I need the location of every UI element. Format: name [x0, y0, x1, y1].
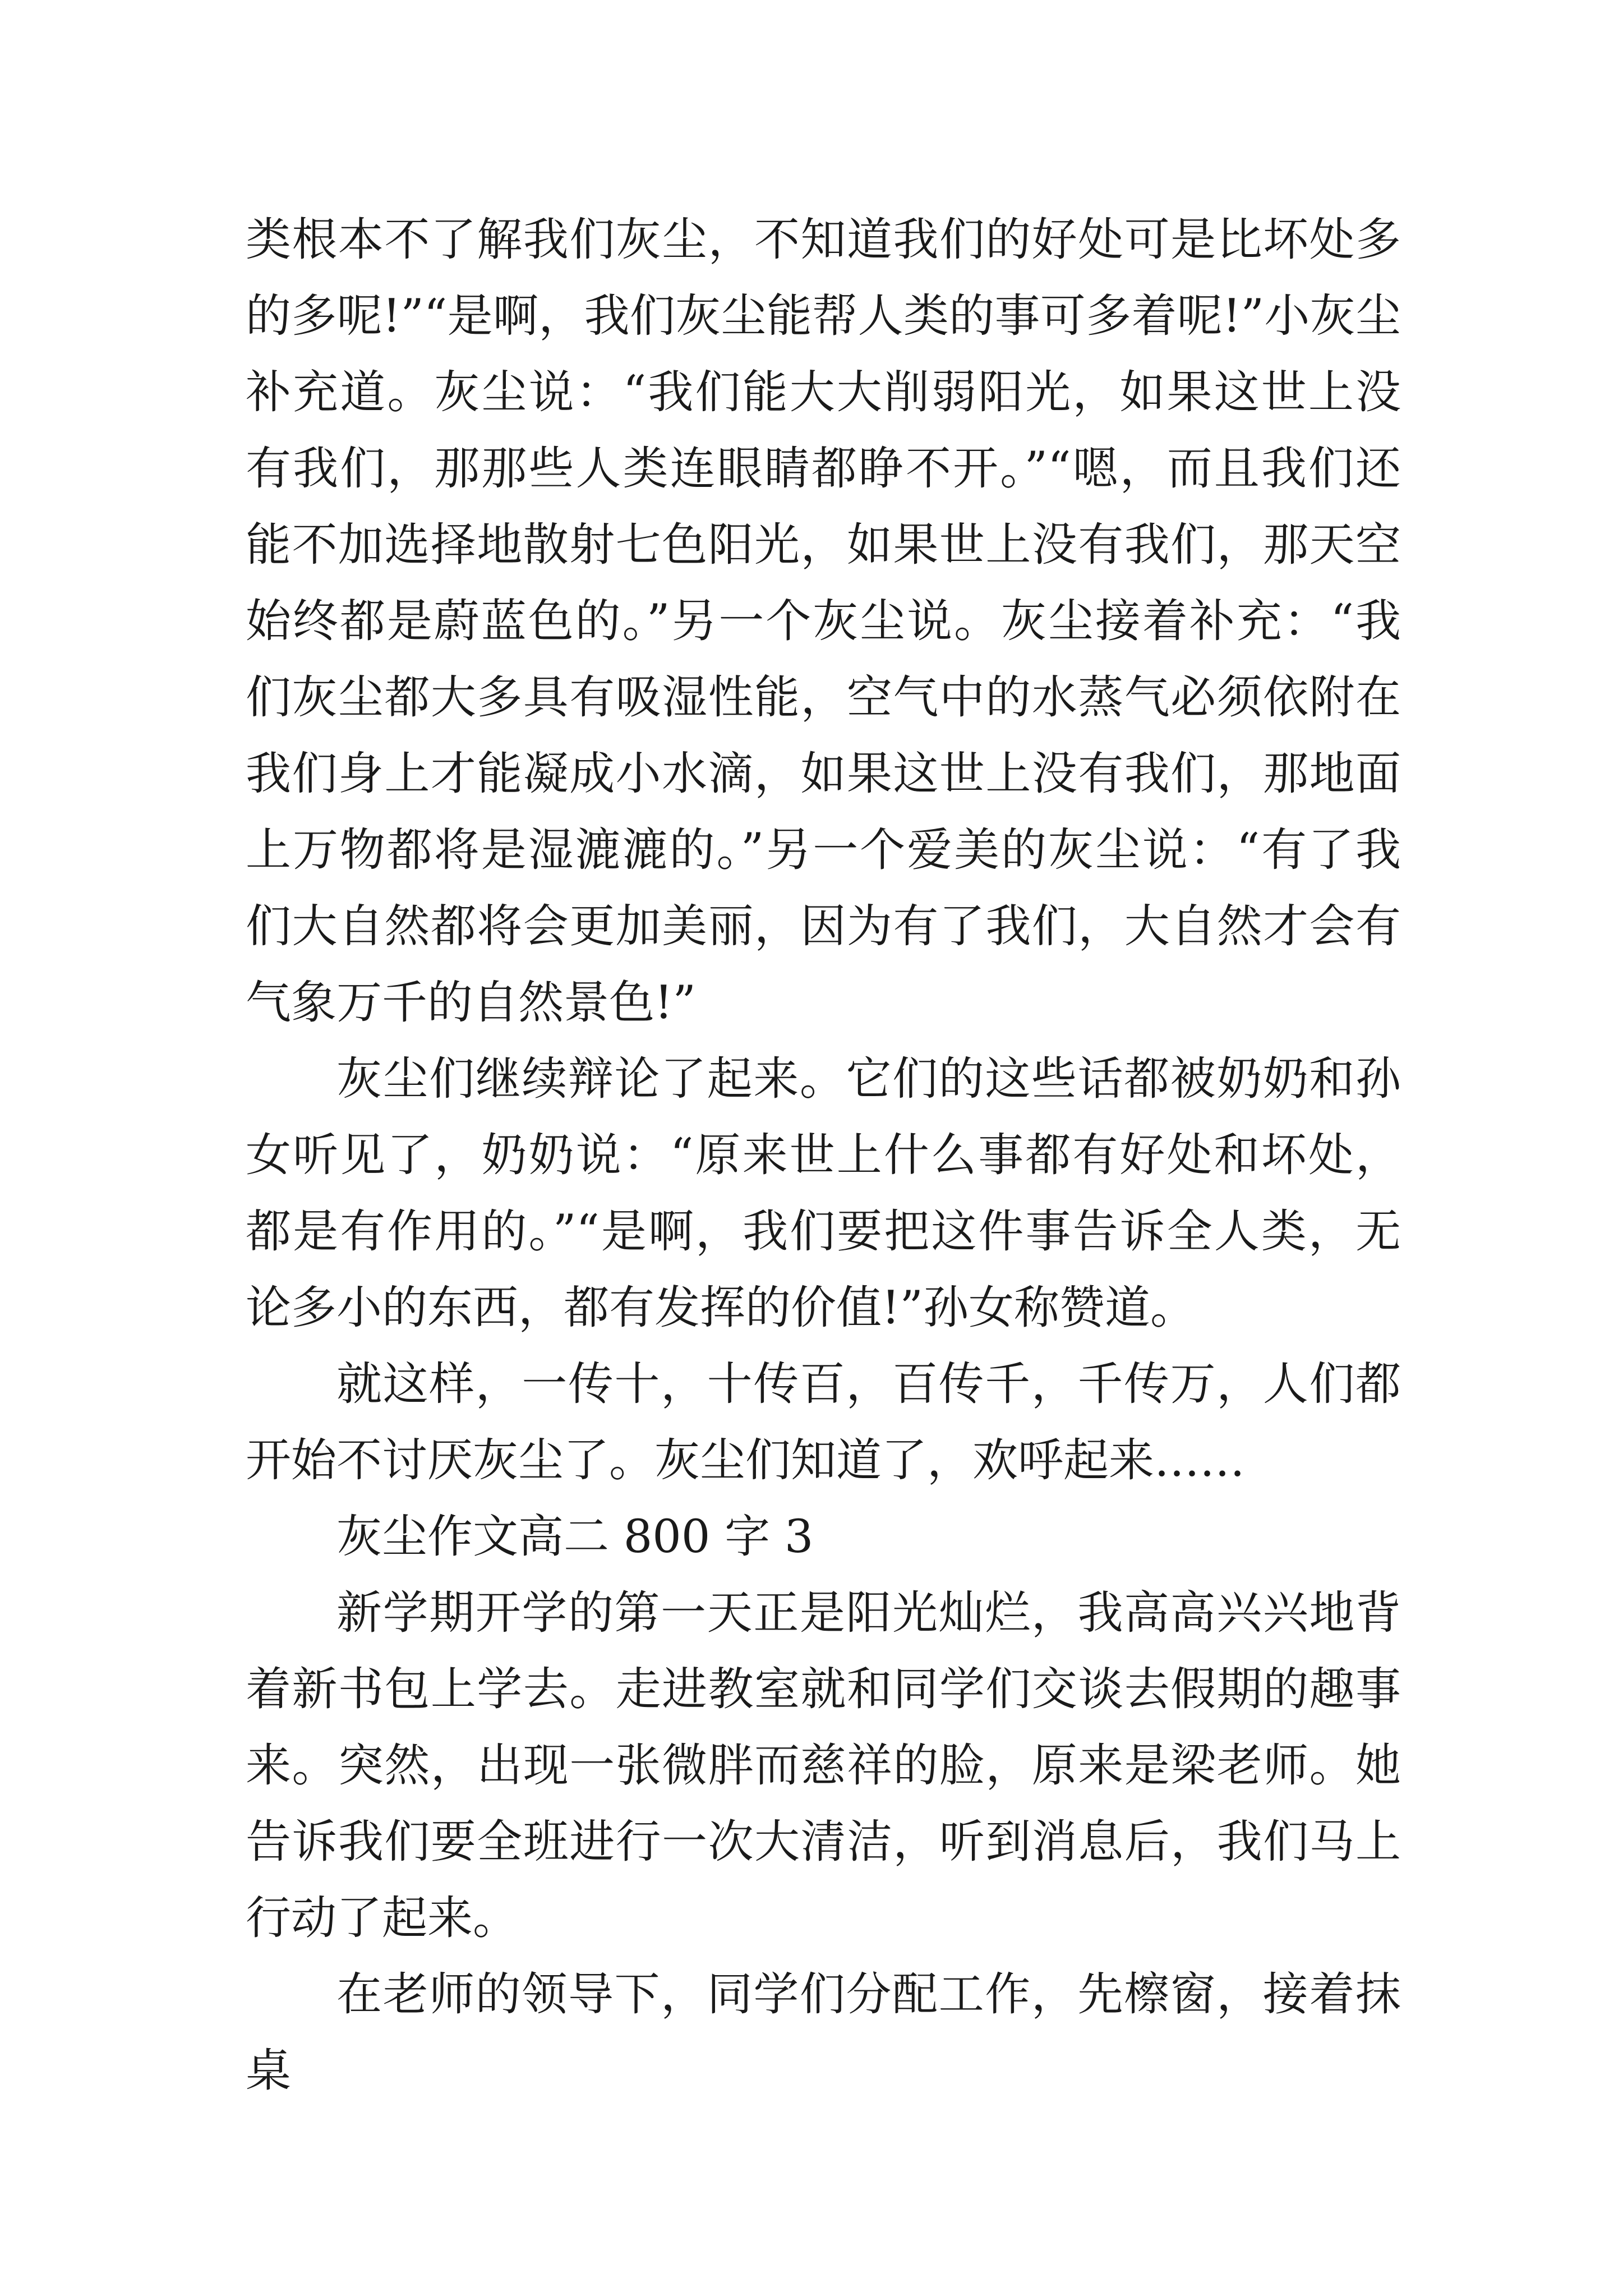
- section-heading: 灰尘作文高二 800 字 3: [336, 1511, 814, 1563]
- paragraph-word-spreads: 就这样，一传十，十传百，百传千，千传万，人们都开始不讨厌灰尘了。灰尘们知道了，欢呼起来……: [246, 1358, 1401, 1487]
- paragraph-cleaning: 在老师的领导下，同学们分配工作，先檫窗，接着抹桌: [246, 1968, 1401, 2097]
- body-text: [246, 202, 1401, 2109]
- paragraph-grandma-granddaughter: 灰尘们继续辩论了起来。它们的这些话都被奶奶和孙女听见了，奶奶说：“原来世上什么事都有好处和坏处，都是有作用的。”“是啊，我们要把这件事告诉全人类，无论多小的东西，都有发挥的价值!”孙女称赞道。: [246, 1053, 1401, 1335]
- paragraph-new-semester: 新学期开学的第一天正是阳光灿烂，我高高兴兴地背着新书包上学去。走进教室就和同学们交谈去假期的趣事来。突然，出现一张微胖而慈祥的脸，原来是梁老师。她告诉我们要全班进行一次大清洁，听到消息后，我们马上行动了起来。: [246, 1587, 1401, 1945]
- paragraph-dust-debate: 类根本不了解我们灰尘，不知道我们的好处可是比坏处多的多呢!”“是啊，我们灰尘能帮人类的事可多着呢!”小灰尘补充道。灰尘说：“我们能大大削弱阳光，如果这世上没有我们，那那些人类连眼睛都睁不开。”“嗯，而且我们还能不加选择地散射七色阳光，如果世上没有我们，那天空始终都是蔚蓝色的。”另一个灰尘说。灰尘接着补充：“我们灰尘都大多具有吸湿性能，空气中的水蒸气必须依附在我们身上才能凝成小水滴，如果这世上没有我们，那地面上万物都将是湿漉漉的。”另一个爱美的灰尘说：“有了我们大自然都将会更加美丽，因为有了我们，大自然才会有气象万千的自然景色!”: [246, 214, 1401, 1029]
